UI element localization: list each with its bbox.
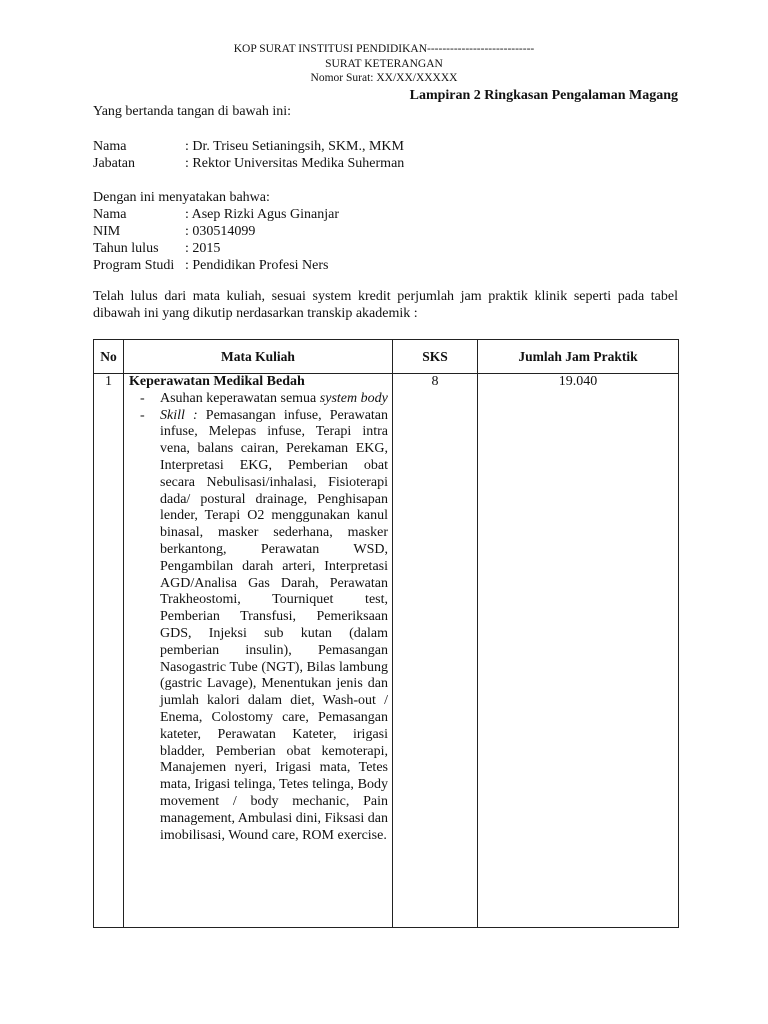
sks-value: 8	[393, 374, 478, 928]
student-name-value: : Asep Rizki Agus Ginanjar	[185, 207, 339, 222]
declaration-text: Dengan ini menyatakan bahwa:	[93, 190, 270, 205]
practice-hours-value: 19.040	[478, 374, 679, 928]
table-row	[94, 374, 679, 928]
header-course: Mata Kuliah	[124, 340, 393, 374]
signer-position-label: Jabatan	[93, 156, 135, 171]
student-program-label: Program Studi	[93, 258, 175, 273]
course-cell	[124, 374, 393, 928]
list-item: - Skill : Pemasangan infuse, Perawatan infuse, Melepas infuse, Terapi intra vena, balans cairan, Perekaman EKG, Interpretasi EKG, Pemberian obat secara Nebulisasi/inhalasi, Fisioterapi dada/ postural drainage, Penghisapan lender, Terapi O2 menggunakan kanul binasal, masker sederhana, masker berkantong, Perawatan WSD, Pengambilan darah arteri, Interpretasi AGD/Analisa Gas Darah, Perawatan Trakheostomi, Tourniquet test, Pemberian Transfusi, Pemeriksaan GDS, Injeksi sub kutan (dalam pemberian insulin), Pemasangan Nasogastric Tube (NGT), Bilas lambung (gastric Lavage), Menentukan jenis dan jumlah kalori dalam diet, Wash-out / Enema, Colostomy care, Pemasangan kateter, Perawatan Kateter, irigasi bladder, Pemberian obat kemoterapi, Manajemen nyeri, Irigasi mata, Tetes mata, Irigasi telinga, Tetes telinga, Body movement / body mechanic, Pain management, Ambulasi dini, Fiksasi dan imobilisasi, Wound care, ROM exercise.	[140, 407, 389, 843]
student-program-value: : Pendidikan Profesi Ners	[185, 258, 329, 273]
table-header-row	[94, 340, 679, 374]
item-italic: system body	[319, 390, 388, 406]
header-practice-hours: Jumlah Jam Praktik	[478, 340, 679, 374]
statement-paragraph: Telah lulus dari mata kuliah, sesuai system kredit perjumlah jam praktik klinik seperti pada tabel dibawah ini yang dikutip nerdasarkan transkip akademik :	[93, 289, 678, 321]
skill-list: Pemasangan infuse, Perawatan infuse, Melepas infuse, Terapi intra vena, balans cairan, Perekaman EKG, Interpretasi EKG, Pemberian obat secara Nebulisasi/inhalasi, Fisioterapi dada/ postural drainage, Penghisapan lender, Terapi O2 menggunakan kanul binasal, masker sederhana, masker berkantong, Perawatan WSD, Pengambilan darah arteri, Interpretasi AGD/Analisa Gas Darah, Perawatan Trakheostomi, Tourniquet test, Pemberian Transfusi, Pemeriksaan GDS, Injeksi sub kutan (dalam pemberian insulin), Pemasangan Nasogastric Tube (NGT), Bilas lambung (gastric Lavage), Menentukan jenis dan jumlah kalori dalam diet, Wash-out / Enema, Colostomy care, Pemasangan kateter, Perawatan Kateter, irigasi bladder, Pemberian obat kemoterapi, Manajemen nyeri, Irigasi mata, Tetes mata, Irigasi telinga, Tetes telinga, Body movement / body mechanic, Pain management, Ambulasi dini, Fiksasi dan imobilisasi, Wound care, ROM exercise.	[160, 407, 389, 843]
letterhead-title: KOP SURAT INSTITUSI PENDIDIKAN----------------------------	[233, 43, 535, 55]
student-name-row	[93, 206, 339, 223]
signer-position-row	[93, 155, 404, 172]
student-year-value: : 2015	[185, 241, 221, 256]
row-number: 1	[94, 374, 124, 928]
student-year-row	[93, 240, 220, 257]
item-text: Asuhan keperawatan semua	[160, 390, 320, 406]
intro-text: Yang bertanda tangan di bawah ini:	[93, 104, 292, 119]
course-name: Keperawatan Medikal Bedah	[129, 374, 305, 389]
student-nim-label: NIM	[93, 224, 121, 239]
letter-number: Nomor Surat: XX/XX/XXXXX	[310, 72, 458, 84]
list-item: - Asuhan keperawatan semua system body	[140, 390, 388, 406]
skill-label: Skill :	[160, 407, 198, 423]
student-nim-row	[93, 223, 255, 240]
signer-position-value: : Rektor Universitas Medika Suherman	[185, 156, 405, 171]
appendix-title: Lampiran 2 Ringkasan Pengalaman Magang	[409, 88, 678, 103]
student-program-row	[93, 257, 328, 274]
header-sks: SKS	[393, 340, 478, 374]
signer-name-row	[93, 138, 404, 155]
student-year-label: Tahun lulus	[93, 241, 159, 256]
student-nim-value: : 030514099	[185, 224, 256, 239]
signer-name-value: : Dr. Triseu Setianingsih, SKM., MKM	[185, 139, 404, 154]
student-name-label: Nama	[93, 207, 127, 222]
header-no: No	[94, 340, 124, 374]
signer-name-label: Nama	[93, 139, 127, 154]
letter-type: SURAT KETERANGAN	[325, 58, 443, 70]
course-table	[93, 339, 679, 928]
